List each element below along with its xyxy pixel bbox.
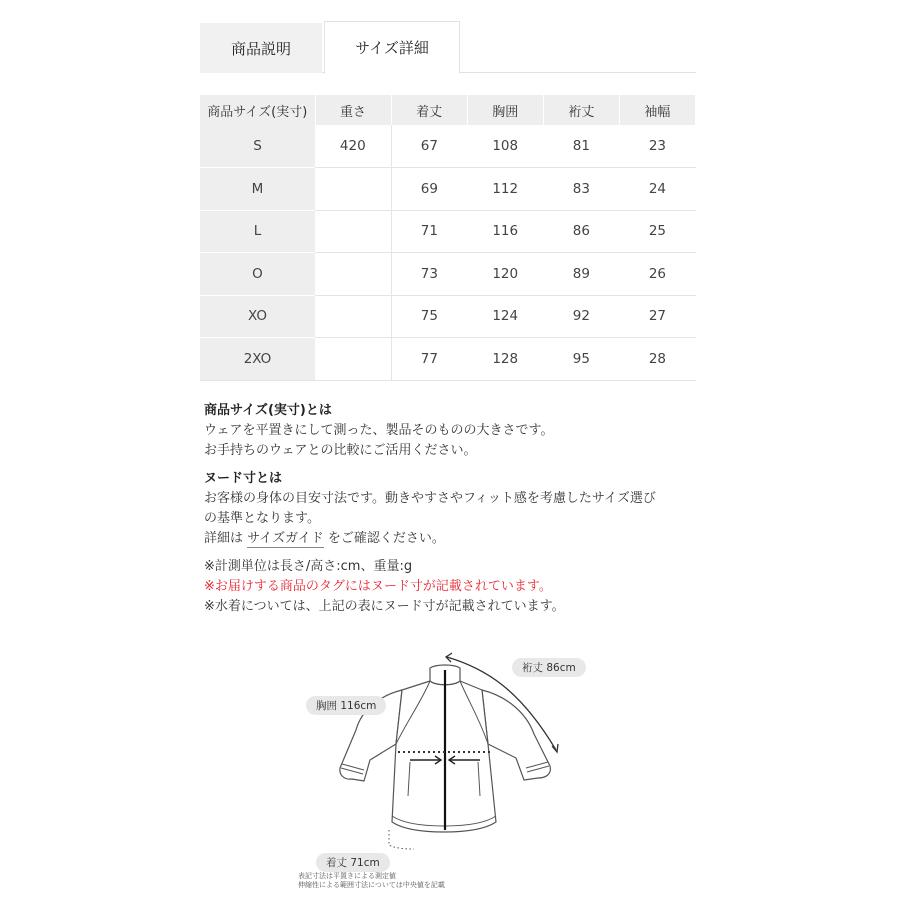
- weight-cell: [315, 338, 391, 381]
- tag-note: ※お届けする商品のタグにはヌード寸が記載されています。: [204, 579, 552, 594]
- diagram-footnote: 表記寸法は平置きによる測定値: [298, 872, 396, 880]
- weight-cell: 420: [315, 125, 391, 168]
- length-measure-label: 着丈 71cm: [316, 853, 390, 872]
- weight-cell: [315, 210, 391, 253]
- yuki-cell: 89: [543, 253, 619, 296]
- unit-note: ※計測単位は長さ/高さ:cm、重量:g: [204, 559, 413, 574]
- yuki-cell: 86: [543, 210, 619, 253]
- tab-size-details[interactable]: サイズ詳細: [324, 21, 460, 74]
- header-length: 着丈: [391, 95, 467, 125]
- actual-size-heading: 商品サイズ(実寸)とは: [204, 403, 332, 418]
- sleeve-width-cell: 27: [619, 295, 695, 338]
- table-row: [200, 125, 696, 168]
- header-weight: 重さ: [315, 95, 391, 125]
- size-cell: M: [200, 168, 315, 211]
- size-notes: [204, 401, 704, 625]
- chest-cell: 116: [467, 210, 543, 253]
- yuki-cell: 83: [543, 168, 619, 211]
- weight-cell: [315, 168, 391, 211]
- chest-cell: 112: [467, 168, 543, 211]
- header-size: 商品サイズ(実寸): [200, 95, 315, 125]
- length-measure-icon: [389, 830, 414, 849]
- length-cell: 71: [391, 210, 467, 253]
- chest-cell: 120: [467, 253, 543, 296]
- measurement-diagram: [284, 640, 614, 895]
- table-header-row: [200, 95, 696, 125]
- yuki-cell: 81: [543, 125, 619, 168]
- size-guide-line: [204, 529, 704, 549]
- actual-size-line: ウェアを平置きにして測った、製品そのものの大きさです。: [204, 423, 554, 438]
- table-row: [200, 168, 696, 211]
- length-cell: 67: [391, 125, 467, 168]
- table-row: [200, 210, 696, 253]
- diagram-footnote: 伸縮性による範囲寸法については中央値を記載: [298, 881, 445, 889]
- weight-cell: [315, 295, 391, 338]
- sleeve-width-cell: 24: [619, 168, 695, 211]
- table-row: [200, 253, 696, 296]
- length-cell: 73: [391, 253, 467, 296]
- chest-cell: 124: [467, 295, 543, 338]
- tab-product-description[interactable]: 商品説明: [200, 23, 322, 73]
- yuki-measure-label: 裄丈 86cm: [512, 658, 586, 677]
- table-row: [200, 295, 696, 338]
- swimwear-note: ※水着については、上記の表にヌード寸が記載されています。: [204, 599, 565, 614]
- size-cell: 2XO: [200, 338, 315, 381]
- header-chest: 胸囲: [467, 95, 543, 125]
- length-cell: 75: [391, 295, 467, 338]
- header-sleeve-width: 袖幅: [619, 95, 695, 125]
- length-cell: 69: [391, 168, 467, 211]
- sleeve-width-cell: 26: [619, 253, 695, 296]
- header-yuki: 裄丈: [543, 95, 619, 125]
- nude-size-explanation: [204, 469, 704, 549]
- size-cell: O: [200, 253, 315, 296]
- sleeve-width-cell: 23: [619, 125, 695, 168]
- yuki-cell: 92: [543, 295, 619, 338]
- sleeve-width-cell: 25: [619, 210, 695, 253]
- nude-size-line: お客様の身体の目安寸法です。動きやすさやフィット感を考慮したサイズ選び: [204, 491, 656, 506]
- measurement-notes: [204, 557, 704, 617]
- chest-cell: 128: [467, 338, 543, 381]
- size-table: [200, 95, 696, 381]
- weight-cell: [315, 253, 391, 296]
- chest-cell: 108: [467, 125, 543, 168]
- size-cell: S: [200, 125, 315, 168]
- actual-size-explanation: [204, 401, 704, 461]
- nude-size-line: の基準となります。: [204, 511, 320, 526]
- tab-bar: [200, 21, 696, 73]
- table-row: [200, 338, 696, 381]
- chest-measure-label: 胸囲 116cm: [306, 696, 386, 715]
- detail-suffix: をご確認ください。: [327, 531, 445, 546]
- size-guide-link[interactable]: サイズガイド: [247, 531, 324, 546]
- sleeve-width-cell: 28: [619, 338, 695, 381]
- actual-size-line: お手持ちのウェアとの比較にご活用ください。: [204, 443, 477, 458]
- length-cell: 77: [391, 338, 467, 381]
- yuki-cell: 95: [543, 338, 619, 381]
- size-cell: L: [200, 210, 315, 253]
- size-cell: XO: [200, 295, 315, 338]
- detail-prefix: 詳細は: [204, 531, 244, 546]
- nude-size-heading: ヌード寸とは: [204, 471, 283, 486]
